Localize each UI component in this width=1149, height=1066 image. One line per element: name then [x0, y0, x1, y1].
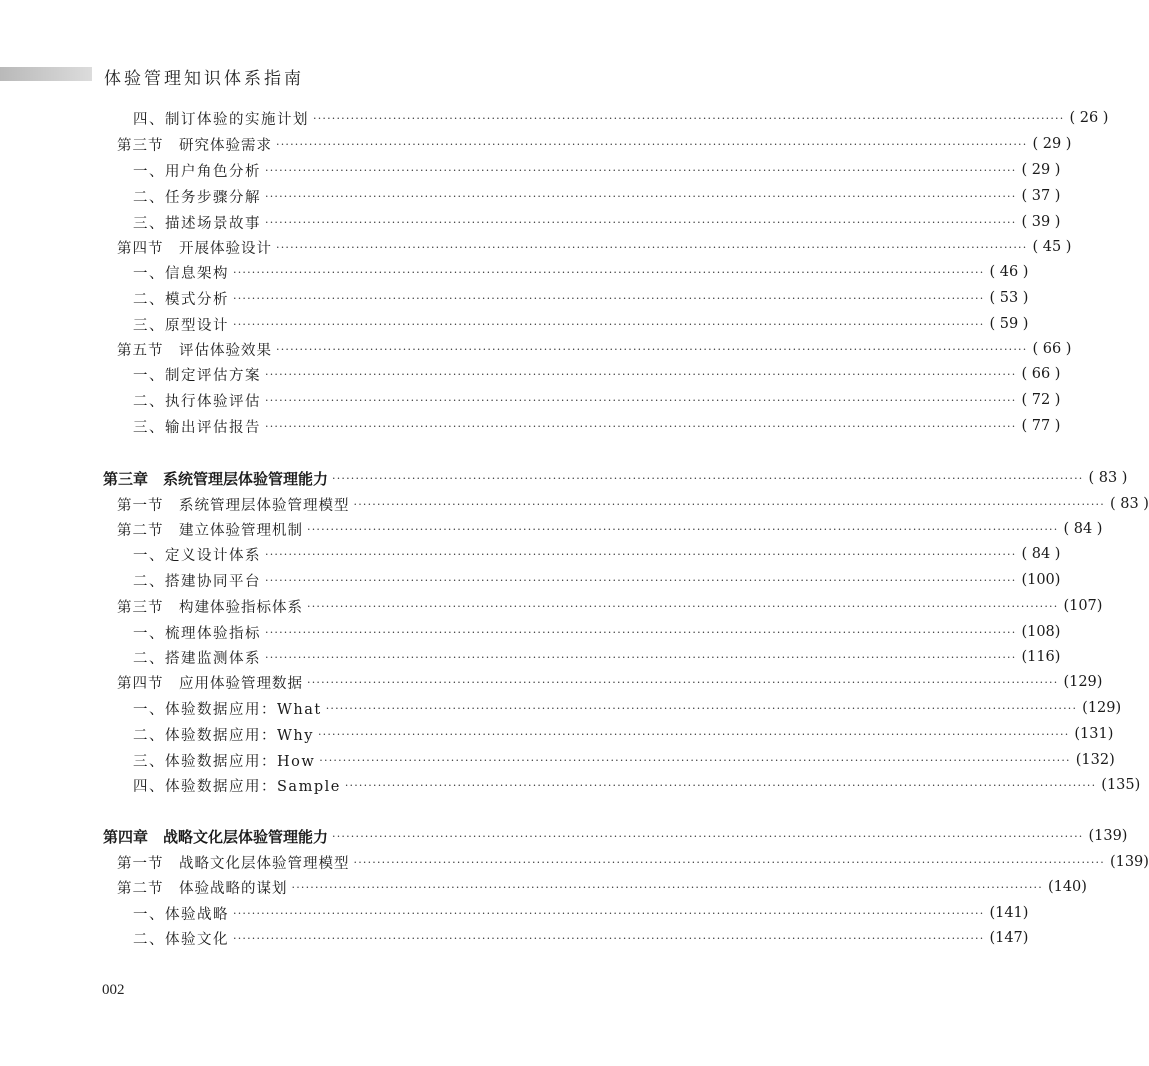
toc-entry-title: 一、信息架构 — [133, 265, 229, 282]
toc-item-row[interactable] — [133, 621, 1061, 643]
toc-entry-title: 第三节 构建体验指标体系 — [117, 599, 303, 616]
toc-entry-title: 四、体验数据应用：Sample — [133, 778, 341, 795]
toc-item-row[interactable] — [133, 723, 1114, 745]
toc-entry-title: 第一节 系统管理层体验管理模型 — [117, 497, 350, 514]
toc-section-row[interactable] — [117, 518, 1103, 540]
toc-page-number: (100) — [1021, 572, 1061, 588]
toc-entry-title: 三、描述场景故事 — [133, 215, 261, 232]
dot-leader: ································································································································································ — [265, 625, 1017, 639]
dot-leader: ································································································································································ — [265, 163, 1017, 177]
toc-item-row[interactable] — [133, 415, 1061, 437]
toc-section-row[interactable] — [117, 133, 1072, 155]
toc-page-number: (129) — [1063, 674, 1103, 690]
toc-item-row[interactable] — [133, 211, 1061, 233]
dot-leader: ································································································································································ — [276, 240, 1028, 254]
toc-page-number: (132) — [1075, 752, 1115, 768]
toc-chapter-row[interactable] — [103, 825, 1128, 847]
toc-entry-title: 第四章 战略文化层体验管理能力 — [103, 827, 329, 846]
toc-section-row[interactable] — [117, 851, 1149, 873]
toc-entry-title: 二、模式分析 — [133, 291, 229, 308]
dot-leader: ································································································································································ — [233, 906, 985, 920]
dot-leader: ································································································································································ — [265, 547, 1017, 561]
page-number: 002 — [102, 982, 125, 998]
toc-entry-title: 第四节 应用体验管理数据 — [117, 675, 303, 692]
dot-leader: ································································································································································ — [233, 265, 985, 279]
toc-section-row[interactable] — [117, 876, 1087, 898]
toc-entry-title: 第三节 研究体验需求 — [117, 137, 272, 154]
toc-page-number: (116) — [1021, 649, 1061, 665]
toc-entry-title: 第一节 战略文化层体验管理模型 — [117, 855, 350, 872]
toc-entry-title: 四、制订体验的实施计划 — [133, 111, 309, 128]
toc-item-row[interactable] — [133, 927, 1029, 949]
dot-leader: ································································································································································ — [265, 650, 1017, 664]
toc-entry-title: 第四节 开展体验设计 — [117, 240, 272, 257]
toc-page-number: ( 84 ) — [1063, 521, 1103, 537]
toc-item-row[interactable] — [133, 313, 1029, 335]
toc-entry-title: 一、制定评估方案 — [133, 367, 261, 384]
dot-leader: ································································································································································ — [233, 317, 985, 331]
toc-entry-title: 第二节 建立体验管理机制 — [117, 522, 303, 539]
dot-leader: ································································································································································ — [265, 189, 1017, 203]
dot-leader: ································································································································································ — [291, 880, 1043, 894]
toc-page-number: ( 29 ) — [1032, 136, 1072, 152]
toc-entry-title: 二、体验文化 — [133, 931, 229, 948]
dot-leader: ································································································································································ — [332, 471, 1084, 485]
toc-page-number: ( 66 ) — [1021, 366, 1061, 382]
toc-entry-title: 第五节 评估体验效果 — [117, 342, 272, 359]
toc-item-row[interactable] — [133, 569, 1061, 591]
toc-entry-title: 三、体验数据应用：How — [133, 753, 316, 770]
toc-page-number: (129) — [1082, 700, 1122, 716]
dot-leader: ································································································································································ — [344, 778, 1097, 792]
toc-section-row[interactable] — [117, 236, 1072, 258]
toc-page-number: (147) — [989, 930, 1029, 946]
toc-chapter-row[interactable] — [103, 467, 1128, 489]
toc-page-number: (141) — [989, 905, 1029, 921]
toc-item-row[interactable] — [133, 287, 1029, 309]
toc-item-row[interactable] — [133, 261, 1029, 283]
dot-leader: ································································································································································ — [325, 701, 1078, 715]
dot-leader: ································································································································································ — [307, 675, 1059, 689]
dot-leader: ································································································································································ — [332, 829, 1084, 843]
toc-page-number: ( 72 ) — [1021, 392, 1061, 408]
dot-leader: ································································································································································ — [276, 137, 1028, 151]
toc-item-row[interactable] — [133, 185, 1061, 207]
toc-page-number: (107) — [1063, 598, 1103, 614]
toc-page-number: ( 83 ) — [1088, 470, 1128, 486]
dot-leader: ································································································································································ — [313, 111, 1065, 125]
toc-item-row[interactable] — [133, 543, 1061, 565]
toc-entry-title: 一、体验战略 — [133, 906, 229, 923]
dot-leader: ································································································································································ — [353, 855, 1105, 869]
toc-page-number: (140) — [1047, 879, 1087, 895]
toc-entry-title: 二、搭建监测体系 — [133, 650, 261, 667]
toc-entry-title: 一、体验数据应用：What — [133, 701, 322, 718]
toc-item-row[interactable] — [133, 107, 1109, 129]
dot-leader: ································································································································································ — [265, 573, 1017, 587]
toc-entry-title: 一、梳理体验指标 — [133, 625, 261, 642]
toc-entry-title: 一、用户角色分析 — [133, 163, 261, 180]
toc-section-row[interactable] — [117, 338, 1072, 360]
dot-leader: ································································································································································ — [265, 393, 1017, 407]
dot-leader: ································································································································································ — [307, 522, 1059, 536]
toc-page-number: (139) — [1109, 854, 1149, 870]
toc-page-number: ( 39 ) — [1021, 214, 1061, 230]
dot-leader: ································································································································································ — [233, 931, 985, 945]
toc-page-number: (108) — [1021, 624, 1061, 640]
toc-item-row[interactable] — [133, 389, 1061, 411]
toc-page-number: (139) — [1088, 828, 1128, 844]
toc-entry-title: 一、定义设计体系 — [133, 547, 261, 564]
toc-page-number: ( 83 ) — [1109, 496, 1149, 512]
toc-entry-title: 二、搭建协同平台 — [133, 573, 261, 590]
toc-entry-title: 第二节 体验战略的谋划 — [117, 880, 288, 897]
toc-item-row[interactable] — [133, 774, 1141, 796]
toc-item-row[interactable] — [133, 646, 1061, 668]
dot-leader: ································································································································································ — [353, 497, 1105, 511]
toc-page-number: ( 77 ) — [1021, 418, 1061, 434]
dot-leader: ································································································································································ — [233, 291, 985, 305]
toc-page-number: ( 84 ) — [1021, 546, 1061, 562]
toc-item-row[interactable] — [133, 697, 1122, 719]
toc-page-number: ( 37 ) — [1021, 188, 1061, 204]
toc-page-number: ( 26 ) — [1069, 110, 1109, 126]
toc-item-row[interactable] — [133, 159, 1061, 181]
book-title: 体验管理知识体系指南 — [104, 69, 304, 89]
dot-leader: ································································································································································ — [265, 419, 1017, 433]
toc-section-row[interactable] — [117, 595, 1103, 617]
toc-entry-title: 二、执行体验评估 — [133, 393, 261, 410]
toc-entry-title: 三、原型设计 — [133, 317, 229, 334]
toc-section-row[interactable] — [117, 493, 1149, 515]
toc-entry-title: 二、体验数据应用：Why — [133, 727, 314, 744]
dot-leader: ································································································································································ — [307, 599, 1059, 613]
toc-page-number: ( 46 ) — [989, 264, 1029, 280]
toc-item-row[interactable] — [133, 749, 1115, 771]
toc-entry-title: 第三章 系统管理层体验管理能力 — [103, 469, 329, 488]
dot-leader: ································································································································································ — [265, 215, 1017, 229]
dot-leader: ································································································································································ — [317, 727, 1070, 741]
toc-page-number: (135) — [1101, 777, 1141, 793]
toc-page-number: ( 53 ) — [989, 290, 1029, 306]
dot-leader: ································································································································································ — [319, 753, 1071, 767]
toc-page-number: ( 59 ) — [989, 316, 1029, 332]
toc-item-row[interactable] — [133, 363, 1061, 385]
toc-page-number: ( 29 ) — [1021, 162, 1061, 178]
toc-page-number: ( 45 ) — [1032, 239, 1072, 255]
toc-entry-title: 三、输出评估报告 — [133, 419, 261, 436]
dot-leader: ································································································································································ — [265, 367, 1017, 381]
dot-leader: ································································································································································ — [276, 342, 1028, 356]
toc-page-number: ( 66 ) — [1032, 341, 1072, 357]
toc-section-row[interactable] — [117, 671, 1103, 693]
toc-entry-title: 二、任务步骤分解 — [133, 189, 261, 206]
toc-item-row[interactable] — [133, 902, 1029, 924]
toc-page-number: (131) — [1074, 726, 1114, 742]
